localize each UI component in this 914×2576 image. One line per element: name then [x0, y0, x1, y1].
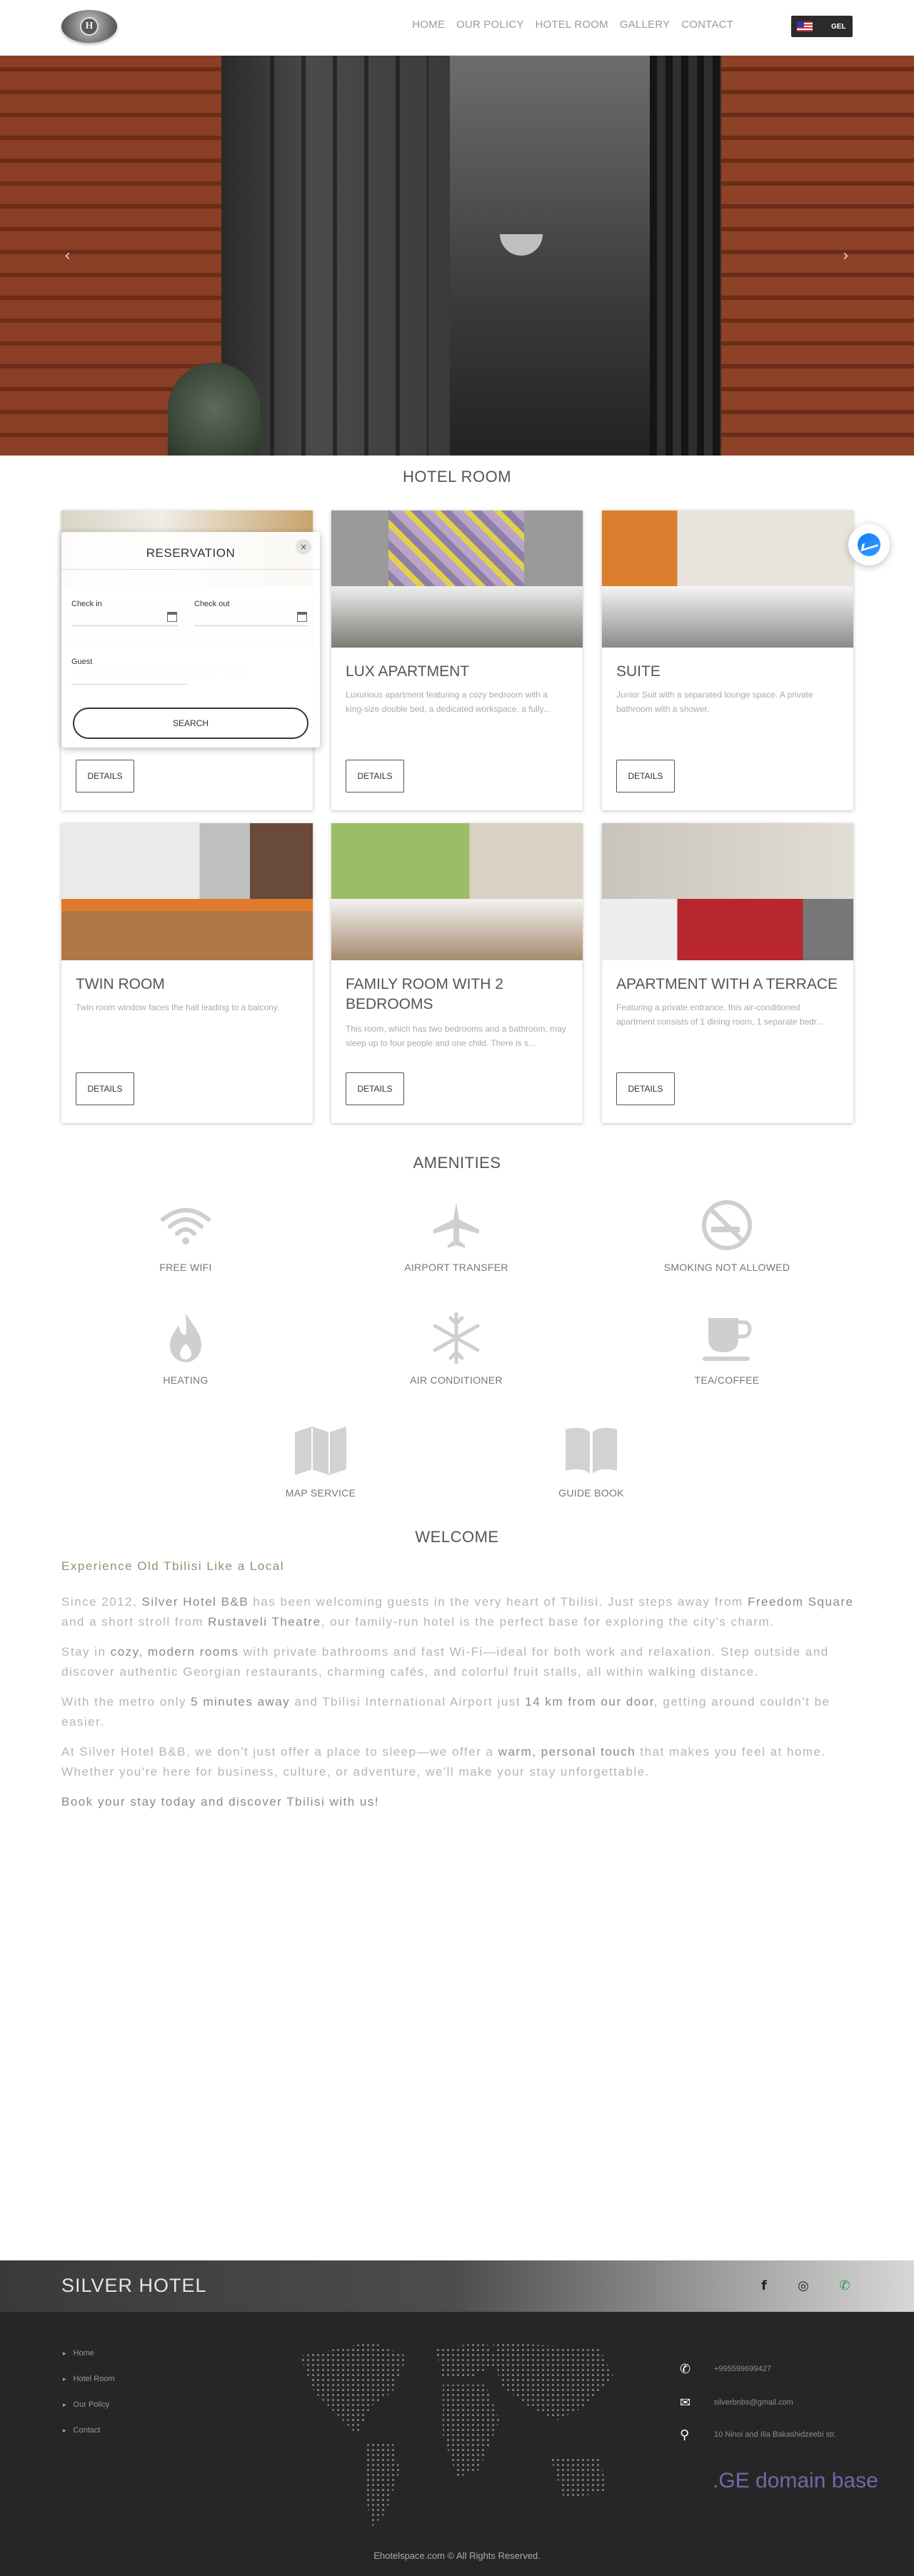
- domain-badge[interactable]: .GE domain base: [713, 2469, 878, 2492]
- check-in-label: Check in: [71, 600, 102, 608]
- currency-language-selector[interactable]: [791, 16, 853, 37]
- amenities-title: AMENITIES: [413, 1154, 501, 1172]
- map-icon: [292, 1424, 349, 1478]
- welcome-text: [61, 1556, 854, 1822]
- reservation-divider: [61, 569, 320, 570]
- whatsapp-icon[interactable]: ✆: [839, 2278, 850, 2293]
- amenity-label: SMOKING NOT ALLOWED: [663, 1262, 790, 1273]
- welcome-cta: Book your stay today and discover Tbilisi with us!: [61, 1795, 380, 1808]
- facebook-icon[interactable]: f: [761, 2278, 767, 2293]
- room-details-button[interactable]: DETAILS: [616, 760, 675, 793]
- room-description: Luxurious apartment featuring a cozy bedroom with a king-size double bed, a dedicated workspace, a fully...: [346, 690, 551, 714]
- room-name: SUITE: [616, 663, 661, 680]
- messenger-chat-button[interactable]: [848, 524, 890, 565]
- no-smoking-icon: [698, 1198, 755, 1252]
- hotel-room-title: HOTEL ROOM: [402, 468, 512, 485]
- book-icon: [563, 1424, 620, 1478]
- footer-link-contact[interactable]: ▸ Contact: [63, 2426, 115, 2435]
- room-name: APARTMENT WITH A TERRACE: [616, 976, 838, 992]
- room-image: [602, 823, 853, 960]
- room-details-button[interactable]: DETAILS: [346, 760, 404, 793]
- amenity-map-service: [214, 1424, 428, 1499]
- amenity-guide-book: [484, 1424, 698, 1499]
- footer-link-hotel-room[interactable]: ▸ Hotel Room: [63, 2375, 115, 2383]
- phone-number[interactable]: +995599699427: [714, 2365, 771, 2373]
- hero-slider: [0, 56, 914, 456]
- search-button[interactable]: SEARCH: [73, 708, 308, 739]
- amenity-tea-coffee: [620, 1311, 834, 1386]
- calendar-icon: [167, 612, 177, 622]
- amenity-heating: [79, 1311, 293, 1386]
- room-description: Junior Suit with a separated lounge space. A private bathroom with a shower.: [616, 690, 813, 714]
- room-image: [602, 510, 853, 648]
- room-card-lux-apartment: [331, 510, 583, 810]
- snowflake-icon: [428, 1311, 485, 1365]
- footer-banner: [0, 2260, 914, 2312]
- location-pin-icon: ⚲: [680, 2427, 690, 2442]
- room-card-terrace: [602, 823, 853, 1123]
- phone-icon: ✆: [680, 2362, 691, 2377]
- amenity-label: FREE WIFI: [159, 1262, 212, 1273]
- amenity-smoking-not-allowed: [620, 1198, 834, 1273]
- hotel-logo[interactable]: [61, 10, 117, 43]
- hero-next-arrow-icon[interactable]: ›: [843, 247, 849, 265]
- room-name: FAMILY ROOM WITH 2 BEDROOMS: [346, 976, 503, 1012]
- main-nav: [406, 19, 739, 31]
- room-description: Featuring a private entrance, this air-conditioned apartment consists of 1 dining room, 1 separate bedr...: [616, 1002, 824, 1027]
- footer-link-our-policy[interactable]: ▸ Our Policy: [63, 2400, 115, 2409]
- room-card-family: [331, 823, 583, 1123]
- calendar-icon: [297, 612, 307, 622]
- room-card-suite: [602, 510, 853, 810]
- copyright: Ehotelspace.com © All Rights Reserved.: [373, 2550, 541, 2561]
- email-address[interactable]: silverbnbs@gmail.com: [714, 2398, 793, 2407]
- nav-our-policy[interactable]: OUR POLICY: [456, 19, 524, 31]
- room-image: [331, 823, 583, 960]
- instagram-icon[interactable]: ◎: [798, 2278, 809, 2293]
- welcome-paragraph-2: Stay in cozy, modern rooms with private bathrooms and fast Wi-Fi—ideal for both work and relaxation. Step outside and discover authentic Georgian restaurants, charming cafés, and colorful fruit stalls, all within walking distance.: [61, 1645, 829, 1679]
- room-card-twin: [61, 823, 313, 1123]
- room-details-button[interactable]: DETAILS: [76, 1072, 134, 1105]
- welcome-title: WELCOME: [415, 1528, 499, 1546]
- world-map-graphic: [286, 2328, 628, 2542]
- room-description: Twin room window faces the hall leading to a balcony.: [76, 1002, 280, 1012]
- check-in-field[interactable]: [71, 609, 179, 626]
- reservation-title: RESERVATION: [146, 546, 236, 560]
- guest-label: Guest: [71, 658, 93, 666]
- nav-home[interactable]: HOME: [412, 19, 446, 31]
- hero-image-hallway: [450, 56, 650, 456]
- hero-image-brick-right: [721, 56, 914, 456]
- coffee-cup-icon: [698, 1311, 755, 1365]
- messenger-icon: [858, 533, 880, 556]
- amenity-label: HEATING: [163, 1374, 209, 1386]
- reservation-widget: [61, 532, 320, 748]
- check-out-label: Check out: [194, 600, 230, 608]
- room-details-button[interactable]: DETAILS: [616, 1072, 675, 1105]
- room-name: LUX APARTMENT: [346, 663, 470, 680]
- room-image: [61, 823, 313, 960]
- amenity-label: TEA/COFFEE: [694, 1374, 760, 1386]
- close-icon[interactable]: ×: [296, 539, 311, 555]
- logo-letter: H: [80, 17, 99, 36]
- amenity-label: AIRPORT TRANSFER: [404, 1262, 508, 1273]
- amenity-airport-transfer: [349, 1198, 563, 1273]
- flame-icon: [157, 1311, 214, 1365]
- hero-image-plant: [168, 363, 261, 456]
- room-image: [331, 510, 583, 648]
- street-address: 10 Ninoi and Ilia Bakashidzeebi str.: [714, 2430, 837, 2439]
- hero-image-grill: [243, 56, 428, 456]
- airplane-icon: [428, 1198, 485, 1252]
- nav-hotel-room[interactable]: HOTEL ROOM: [535, 19, 608, 31]
- welcome-subtitle: Experience Old Tbilisi Like a Local: [61, 1559, 285, 1573]
- guest-field[interactable]: [71, 668, 187, 685]
- footer-title: SILVER HOTEL: [61, 2275, 207, 2296]
- nav-contact[interactable]: CONTACT: [681, 19, 733, 31]
- site-header: [0, 0, 914, 56]
- envelope-icon: ✉: [680, 2395, 691, 2410]
- hero-prev-arrow-icon[interactable]: ‹: [64, 247, 71, 265]
- amenity-label: MAP SERVICE: [285, 1487, 356, 1499]
- nav-gallery[interactable]: GALLERY: [619, 19, 671, 31]
- footer-links: [63, 2349, 115, 2452]
- amenity-label: GUIDE BOOK: [558, 1487, 624, 1499]
- wifi-icon: [157, 1198, 214, 1252]
- welcome-paragraph-1: Since 2012, Silver Hotel B&B has been welcoming guests in the very heart of Tbilisi. Just steps away from Freedom Square and a short stroll from Rustaveli Theatre, our family-run hotel is the perfect base for exploring the city's charm.: [61, 1595, 854, 1629]
- site-footer: [0, 2312, 914, 2576]
- welcome-paragraph-3: With the metro only 5 minutes away and Tbilisi International Airport just 14 km from our door, getting around couldn't be easier.: [61, 1695, 830, 1729]
- room-description: This room, which has two bedrooms and a bathroom, may sleep up to four people and one child. There is s...: [346, 1024, 566, 1048]
- room-details-button[interactable]: DETAILS: [346, 1072, 404, 1105]
- amenity-air-conditioner: [349, 1311, 563, 1386]
- footer-link-home[interactable]: ▸ Home: [63, 2349, 115, 2358]
- check-out-field[interactable]: [194, 609, 308, 626]
- hero-image-gate: [650, 56, 721, 456]
- room-details-button[interactable]: DETAILS: [76, 760, 134, 793]
- currency-label: GEL: [831, 22, 846, 31]
- amenity-label: AIR CONDITIONER: [410, 1374, 503, 1386]
- amenity-free-wifi: [79, 1198, 293, 1273]
- room-name: TWIN ROOM: [76, 976, 165, 992]
- us-flag-icon: [797, 21, 813, 31]
- welcome-paragraph-4: At Silver Hotel B&B, we don't just offer a place to sleep—we offer a warm, personal touch that makes you feel at home. Whether you're here for business, culture, or adventure, we'll make your stay unforgettable.: [61, 1745, 826, 1778]
